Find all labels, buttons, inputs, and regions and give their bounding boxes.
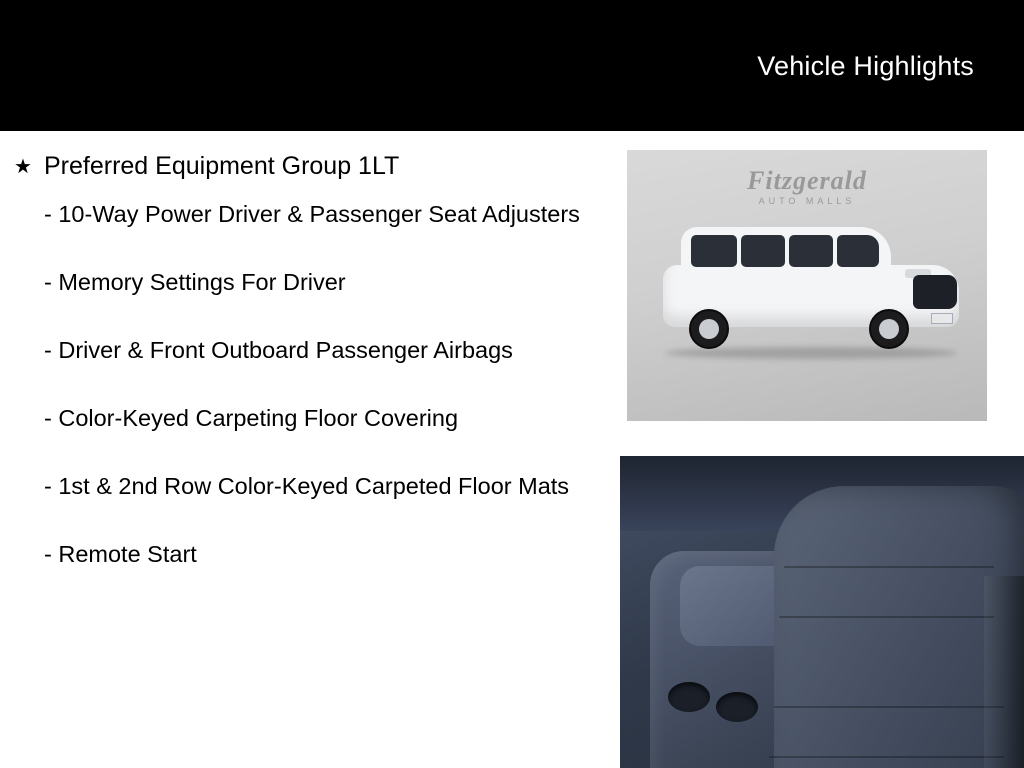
vehicle-highlights-list bbox=[14, 149, 614, 572]
interior-background bbox=[620, 456, 1024, 768]
suv-wheel bbox=[869, 309, 909, 349]
suv-license-plate bbox=[931, 313, 953, 324]
suv-shadow bbox=[665, 347, 957, 359]
suv-wheel bbox=[689, 309, 729, 349]
dealer-watermark-subtitle: AUTO MALLS bbox=[758, 196, 856, 206]
suv-grille bbox=[913, 275, 957, 309]
star-icon: ★ bbox=[14, 156, 32, 178]
suv-window bbox=[789, 235, 833, 267]
cup-holder bbox=[716, 692, 758, 722]
suv-window bbox=[741, 235, 785, 267]
list-item: - 1st & 2nd Row Color-Keyed Carpeted Floor Mats bbox=[44, 473, 570, 499]
suv-illustration bbox=[655, 205, 965, 365]
slide-content bbox=[0, 131, 1024, 768]
vehicle-exterior-photo bbox=[627, 150, 987, 421]
list-item: - Remote Start bbox=[44, 541, 197, 567]
suv-window bbox=[691, 235, 737, 267]
cup-holder bbox=[668, 682, 710, 712]
suv-windshield bbox=[837, 235, 879, 267]
page-title: Vehicle Highlights bbox=[757, 51, 974, 81]
seat-seam bbox=[779, 616, 994, 618]
list-item: - Color-Keyed Carpeting Floor Covering bbox=[44, 405, 459, 431]
dealer-watermark: Fitzgerald bbox=[747, 166, 867, 195]
header-bar bbox=[0, 0, 1024, 131]
vehicle-interior-photo bbox=[620, 456, 1024, 768]
seat-seam bbox=[784, 566, 994, 568]
list-item: - Memory Settings For Driver bbox=[44, 269, 346, 295]
list-item: - 10-Way Power Driver & Passenger Seat Adjusters bbox=[44, 201, 580, 227]
highlight-group-title: Preferred Equipment Group 1LT bbox=[44, 152, 400, 180]
door-panel bbox=[984, 576, 1024, 768]
seat-seam bbox=[769, 756, 1004, 758]
list-item: - Driver & Front Outboard Passenger Airbags bbox=[44, 337, 513, 363]
highlight-heading-row bbox=[14, 149, 614, 183]
seat-seam bbox=[774, 706, 1004, 708]
highlight-sub-list bbox=[14, 197, 614, 572]
